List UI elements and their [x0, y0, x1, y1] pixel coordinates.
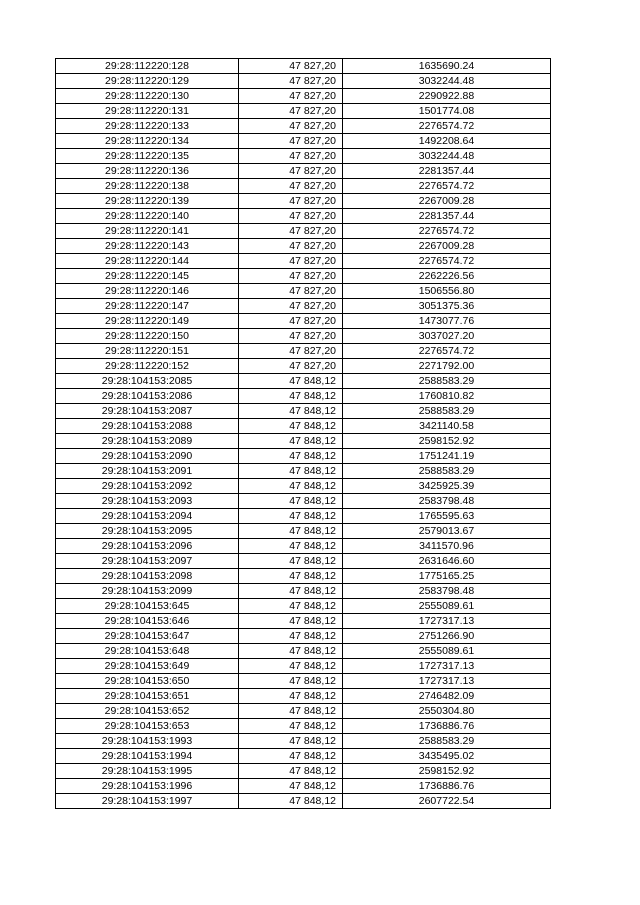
value-cell: 3411570.96 — [343, 539, 551, 554]
rate-cell: 47 848,12 — [239, 434, 343, 449]
rate-cell: 47 827,20 — [239, 239, 343, 254]
cadastral-number-cell: 29:28:104153:2098 — [56, 569, 239, 584]
value-cell: 3421140.58 — [343, 419, 551, 434]
value-cell: 1506556.80 — [343, 284, 551, 299]
table-row — [56, 584, 551, 599]
cadastral-number-cell: 29:28:112220:143 — [56, 239, 239, 254]
value-cell: 1751241.19 — [343, 449, 551, 464]
rate-cell: 47 848,12 — [239, 404, 343, 419]
rate-cell: 47 827,20 — [239, 164, 343, 179]
cadastral-number-cell: 29:28:104153:2089 — [56, 434, 239, 449]
rate-cell: 47 848,12 — [239, 719, 343, 734]
cadastral-number-cell: 29:28:112220:144 — [56, 254, 239, 269]
cadastral-number-cell: 29:28:104153:1997 — [56, 794, 239, 809]
table-row — [56, 329, 551, 344]
value-cell: 2588583.29 — [343, 734, 551, 749]
rate-cell: 47 827,20 — [239, 89, 343, 104]
value-cell: 2598152.92 — [343, 764, 551, 779]
value-cell: 2555089.61 — [343, 599, 551, 614]
rate-cell: 47 848,12 — [239, 584, 343, 599]
table-row — [56, 569, 551, 584]
value-cell: 3051375.36 — [343, 299, 551, 314]
rate-cell: 47 848,12 — [239, 674, 343, 689]
table-row — [56, 644, 551, 659]
value-cell: 2751266.90 — [343, 629, 551, 644]
cadastral-number-cell: 29:28:104153:2088 — [56, 419, 239, 434]
table-row — [56, 269, 551, 284]
value-cell: 2276574.72 — [343, 224, 551, 239]
cadastral-number-cell: 29:28:112220:151 — [56, 344, 239, 359]
table-row — [56, 359, 551, 374]
value-cell: 2607722.54 — [343, 794, 551, 809]
value-cell: 2746482.09 — [343, 689, 551, 704]
rate-cell: 47 848,12 — [239, 614, 343, 629]
value-cell: 1727317.13 — [343, 659, 551, 674]
cadastral-number-cell: 29:28:104153:2086 — [56, 389, 239, 404]
cadastral-number-cell: 29:28:112220:145 — [56, 269, 239, 284]
value-cell: 2271792.00 — [343, 359, 551, 374]
table-row — [56, 629, 551, 644]
rate-cell: 47 848,12 — [239, 464, 343, 479]
table-row — [56, 89, 551, 104]
cadastral-number-cell: 29:28:112220:128 — [56, 59, 239, 74]
cadastral-number-cell: 29:28:104153:2091 — [56, 464, 239, 479]
value-cell: 1736886.76 — [343, 719, 551, 734]
table-row — [56, 794, 551, 809]
value-cell: 1760810.82 — [343, 389, 551, 404]
rate-cell: 47 848,12 — [239, 509, 343, 524]
table-row — [56, 164, 551, 179]
rate-cell: 47 827,20 — [239, 134, 343, 149]
value-cell: 2276574.72 — [343, 254, 551, 269]
cadastral-number-cell: 29:28:104153:652 — [56, 704, 239, 719]
rate-cell: 47 848,12 — [239, 689, 343, 704]
rate-cell: 47 848,12 — [239, 644, 343, 659]
table-row — [56, 179, 551, 194]
table-row — [56, 749, 551, 764]
rate-cell: 47 848,12 — [239, 794, 343, 809]
table-row — [56, 134, 551, 149]
cadastral-number-cell: 29:28:104153:2090 — [56, 449, 239, 464]
value-cell: 2583798.48 — [343, 494, 551, 509]
cadastral-number-cell: 29:28:112220:146 — [56, 284, 239, 299]
value-cell: 3037027.20 — [343, 329, 551, 344]
value-cell: 2598152.92 — [343, 434, 551, 449]
cadastral-number-cell: 29:28:104153:2099 — [56, 584, 239, 599]
rate-cell: 47 848,12 — [239, 419, 343, 434]
rate-cell: 47 848,12 — [239, 554, 343, 569]
value-cell: 2276574.72 — [343, 344, 551, 359]
value-cell: 3425925.39 — [343, 479, 551, 494]
rate-cell: 47 848,12 — [239, 389, 343, 404]
value-cell: 2588583.29 — [343, 464, 551, 479]
rate-cell: 47 848,12 — [239, 479, 343, 494]
rate-cell: 47 827,20 — [239, 329, 343, 344]
table-row — [56, 434, 551, 449]
table-row — [56, 374, 551, 389]
cadastral-number-cell: 29:28:104153:2087 — [56, 404, 239, 419]
rate-cell: 47 848,12 — [239, 749, 343, 764]
rate-cell: 47 848,12 — [239, 779, 343, 794]
value-cell: 1635690.24 — [343, 59, 551, 74]
table-row — [56, 104, 551, 119]
cadastral-number-cell: 29:28:104153:649 — [56, 659, 239, 674]
cadastral-number-cell: 29:28:104153:1995 — [56, 764, 239, 779]
table-row — [56, 239, 551, 254]
table-body — [56, 59, 551, 809]
cadastral-number-cell: 29:28:104153:1996 — [56, 779, 239, 794]
cadastral-number-cell: 29:28:104153:1993 — [56, 734, 239, 749]
table-row — [56, 689, 551, 704]
value-cell: 2555089.61 — [343, 644, 551, 659]
table-row — [56, 194, 551, 209]
value-cell: 2276574.72 — [343, 179, 551, 194]
rate-cell: 47 827,20 — [239, 344, 343, 359]
value-cell: 2276574.72 — [343, 119, 551, 134]
value-cell: 2588583.29 — [343, 374, 551, 389]
table-row — [56, 314, 551, 329]
table-row — [56, 224, 551, 239]
cadastral-number-cell: 29:28:104153:2096 — [56, 539, 239, 554]
rate-cell: 47 827,20 — [239, 149, 343, 164]
value-cell: 3435495.02 — [343, 749, 551, 764]
rate-cell: 47 827,20 — [239, 74, 343, 89]
table-row — [56, 419, 551, 434]
cadastral-number-cell: 29:28:104153:650 — [56, 674, 239, 689]
table-row — [56, 509, 551, 524]
rate-cell: 47 848,12 — [239, 599, 343, 614]
table-row — [56, 779, 551, 794]
value-cell: 1775165.25 — [343, 569, 551, 584]
value-cell: 1492208.64 — [343, 134, 551, 149]
value-cell: 2588583.29 — [343, 404, 551, 419]
cadastral-number-cell: 29:28:112220:150 — [56, 329, 239, 344]
rate-cell: 47 848,12 — [239, 539, 343, 554]
cadastral-number-cell: 29:28:112220:138 — [56, 179, 239, 194]
table-row — [56, 254, 551, 269]
cadastral-number-cell: 29:28:112220:134 — [56, 134, 239, 149]
value-cell: 1727317.13 — [343, 614, 551, 629]
cadastral-number-cell: 29:28:112220:147 — [56, 299, 239, 314]
cadastral-number-cell: 29:28:104153:2085 — [56, 374, 239, 389]
rate-cell: 47 827,20 — [239, 179, 343, 194]
rate-cell: 47 848,12 — [239, 734, 343, 749]
rate-cell: 47 848,12 — [239, 704, 343, 719]
cadastral-number-cell: 29:28:104153:2092 — [56, 479, 239, 494]
value-cell: 1727317.13 — [343, 674, 551, 689]
rate-cell: 47 827,20 — [239, 209, 343, 224]
rate-cell: 47 848,12 — [239, 374, 343, 389]
value-cell: 2290922.88 — [343, 89, 551, 104]
cadastral-number-cell: 29:28:112220:129 — [56, 74, 239, 89]
cadastral-number-cell: 29:28:112220:133 — [56, 119, 239, 134]
table-row — [56, 284, 551, 299]
cadastral-value-table — [55, 58, 551, 809]
rate-cell: 47 848,12 — [239, 449, 343, 464]
value-cell: 2262226.56 — [343, 269, 551, 284]
table-row — [56, 119, 551, 134]
table-row — [56, 674, 551, 689]
table-row — [56, 659, 551, 674]
value-cell: 2267009.28 — [343, 194, 551, 209]
rate-cell: 47 827,20 — [239, 254, 343, 269]
value-cell: 2631646.60 — [343, 554, 551, 569]
table-row — [56, 599, 551, 614]
rate-cell: 47 827,20 — [239, 59, 343, 74]
rate-cell: 47 827,20 — [239, 284, 343, 299]
cadastral-number-cell: 29:28:112220:135 — [56, 149, 239, 164]
cadastral-number-cell: 29:28:112220:130 — [56, 89, 239, 104]
cadastral-number-cell: 29:28:104153:2094 — [56, 509, 239, 524]
table-row — [56, 464, 551, 479]
cadastral-number-cell: 29:28:112220:131 — [56, 104, 239, 119]
rate-cell: 47 827,20 — [239, 314, 343, 329]
value-cell: 3032244.48 — [343, 149, 551, 164]
rate-cell: 47 848,12 — [239, 524, 343, 539]
table-row — [56, 449, 551, 464]
value-cell: 3032244.48 — [343, 74, 551, 89]
value-cell: 2550304.80 — [343, 704, 551, 719]
table-row — [56, 389, 551, 404]
table-row — [56, 404, 551, 419]
value-cell: 2281357.44 — [343, 209, 551, 224]
table-row — [56, 539, 551, 554]
table-row — [56, 74, 551, 89]
value-cell: 2281357.44 — [343, 164, 551, 179]
table-row — [56, 614, 551, 629]
value-cell: 1473077.76 — [343, 314, 551, 329]
table-row — [56, 554, 551, 569]
value-cell: 1501774.08 — [343, 104, 551, 119]
cadastral-number-cell: 29:28:104153:2097 — [56, 554, 239, 569]
cadastral-number-cell: 29:28:112220:139 — [56, 194, 239, 209]
rate-cell: 47 827,20 — [239, 119, 343, 134]
table-row — [56, 704, 551, 719]
table-row — [56, 59, 551, 74]
table-row — [56, 719, 551, 734]
cadastral-number-cell: 29:28:112220:136 — [56, 164, 239, 179]
rate-cell: 47 827,20 — [239, 269, 343, 284]
value-cell: 2583798.48 — [343, 584, 551, 599]
rate-cell: 47 848,12 — [239, 569, 343, 584]
value-cell: 2579013.67 — [343, 524, 551, 539]
cadastral-number-cell: 29:28:112220:141 — [56, 224, 239, 239]
cadastral-number-cell: 29:28:104153:653 — [56, 719, 239, 734]
rate-cell: 47 848,12 — [239, 764, 343, 779]
rate-cell: 47 848,12 — [239, 659, 343, 674]
rate-cell: 47 848,12 — [239, 494, 343, 509]
cadastral-number-cell: 29:28:104153:646 — [56, 614, 239, 629]
table-row — [56, 479, 551, 494]
cadastral-number-cell: 29:28:112220:152 — [56, 359, 239, 374]
cadastral-number-cell: 29:28:104153:648 — [56, 644, 239, 659]
rate-cell: 47 848,12 — [239, 629, 343, 644]
rate-cell: 47 827,20 — [239, 104, 343, 119]
value-cell: 2267009.28 — [343, 239, 551, 254]
value-cell: 1765595.63 — [343, 509, 551, 524]
rate-cell: 47 827,20 — [239, 224, 343, 239]
table-row — [56, 344, 551, 359]
cadastral-number-cell: 29:28:104153:2095 — [56, 524, 239, 539]
cadastral-number-cell: 29:28:104153:2093 — [56, 494, 239, 509]
cadastral-number-cell: 29:28:104153:1994 — [56, 749, 239, 764]
table-row — [56, 209, 551, 224]
table-row — [56, 299, 551, 314]
cadastral-number-cell: 29:28:104153:651 — [56, 689, 239, 704]
rate-cell: 47 827,20 — [239, 299, 343, 314]
table-row — [56, 494, 551, 509]
cadastral-number-cell: 29:28:112220:149 — [56, 314, 239, 329]
table-row — [56, 734, 551, 749]
cadastral-number-cell: 29:28:104153:645 — [56, 599, 239, 614]
table-row — [56, 149, 551, 164]
value-cell: 1736886.76 — [343, 779, 551, 794]
cadastral-number-cell: 29:28:112220:140 — [56, 209, 239, 224]
rate-cell: 47 827,20 — [239, 359, 343, 374]
rate-cell: 47 827,20 — [239, 194, 343, 209]
cadastral-number-cell: 29:28:104153:647 — [56, 629, 239, 644]
table-row — [56, 764, 551, 779]
table-row — [56, 524, 551, 539]
